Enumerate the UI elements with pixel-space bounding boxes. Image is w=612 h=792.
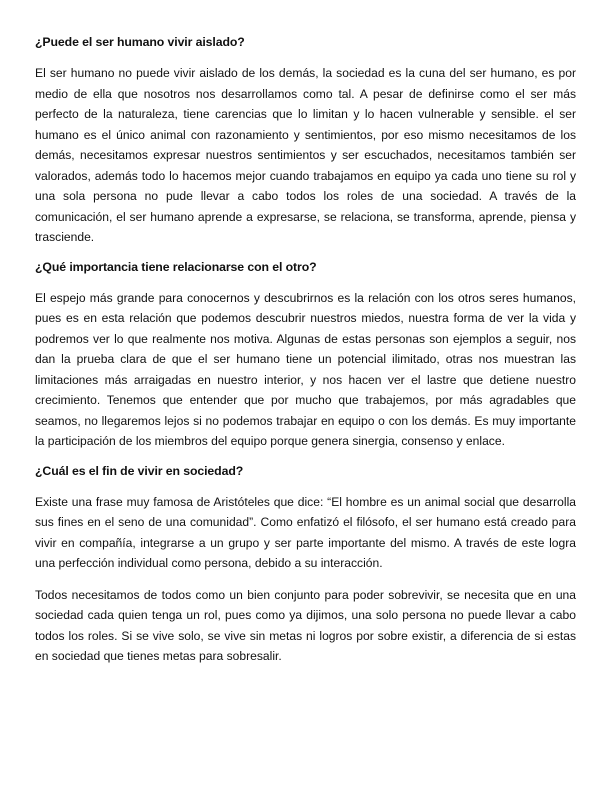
section-heading: ¿Cuál es el fin de vivir en sociedad? bbox=[35, 463, 244, 478]
paragraph: El ser humano no puede vivir aislado de los demás, la sociedad es la cuna del ser humano, es por medio de ella que nosotros nos desarrollamos como tal. A pesar de definirse como el ser más perfecto de la naturaleza, tiene carencias que lo limitan y lo hacen vulnerable y sensible. el ser humano es el único animal con razonamiento y sentimientos, por eso mismo necesitamos de los demás, necesitamos expresar nuestros sentimientos y ser escuchados, necesitamos también ser valorados, además todo lo hacemos mejor cuando trabajamos en equipo ya cada uno tiene su rol y una sola persona no pude llevar a cabo todos los roles de una sociedad. A través de la comunicación, el ser humano aprende a expresarse, se relaciona, se transforma, aprende, piensa y trasciende. bbox=[35, 66, 576, 244]
section-heading: ¿Puede el ser humano vivir aislado? bbox=[35, 35, 245, 49]
section-vivir-aislado bbox=[35, 32, 576, 248]
section-heading: ¿Qué importancia tiene relacionarse con el otro? bbox=[35, 259, 317, 274]
document-page bbox=[35, 32, 576, 675]
section-vivir-en-sociedad bbox=[35, 461, 576, 667]
paragraph: Todos necesitamos de todos como un bien conjunto para poder sobrevivir, se necesita que en una sociedad cada quien tenga un rol, pues como ya dijimos, una solo persona no puede llevar a cabo todos los roles. Si se vive solo, se vive sin metas ni logros por sobre existir, a diferencia de si estas en sociedad que tienes metas para sobresalir. bbox=[35, 587, 576, 663]
paragraph: Existe una frase muy famosa de Aristóteles que dice: “El hombre es un animal social que desarrolla sus fines en el seno de una comunidad”. Como enfatizó el filósofo, el ser humano está creado para vivir en compañía, integrarse a un grupo y ser parte importante del mismo. A través de este logra una perfección individual como persona, debido a su interacción. bbox=[35, 494, 576, 570]
section-relacionarse bbox=[35, 257, 576, 452]
paragraph: El espejo más grande para conocernos y descubrirnos es la relación con los otros seres humanos, pues es en esta relación que podemos descubrir nuestros miedos, nuestra forma de ver la vida y podremos ver lo que realmente nos motiva. Algunas de estas personas son ejemplos a seguir, nos dan la prueba clara de que el ser humano tiene un potencial ilimitado, otras nos muestran las limitaciones más arraigadas en nuestro interior, y nos hacen ver el lastre que detiene nuestro crecimiento. Tenemos que entender que por mucho que trabajemos, por más agradables que seamos, no llegaremos lejos si no podemos trabajar en equipo o con los demás. Es muy importante la participación de los miembros del equipo porque genera sinergia, consenso y enlace. bbox=[35, 290, 576, 448]
